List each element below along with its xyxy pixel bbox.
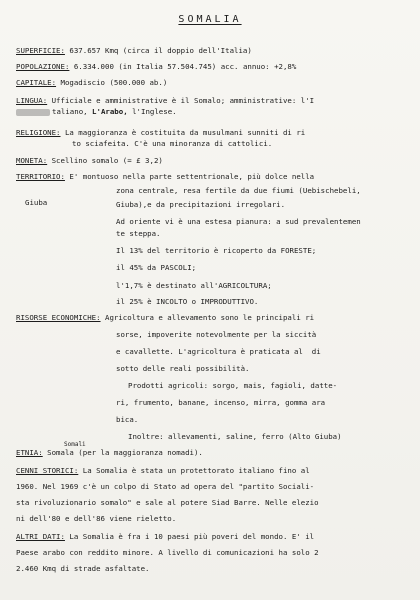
ink-smudge bbox=[16, 109, 50, 116]
risorse-line-8: Inoltre: allevamenti, saline, ferro (Alto Giuba) bbox=[128, 432, 342, 441]
territorio-line-8: l'1,7% è destinato all'AGRICOLTURA; bbox=[116, 281, 272, 290]
religione-text-1: La maggioranza è costituita da musulmani sunniti di ri bbox=[60, 128, 306, 137]
cenni-line-3: sta rivoluzionario somalo" e sale al potere Siad Barre. Nelle elezio bbox=[16, 498, 319, 507]
superficie-label: SUPERFICIE: bbox=[16, 46, 65, 55]
altri-text-1: La Somalia è fra i 10 paesi più poveri del mondo. E' il bbox=[64, 532, 315, 541]
risorse-line-6: ri, frumento, banane, incenso, mirra, gomma ara bbox=[116, 398, 326, 407]
risorse-line-4: sotto delle reali possibilità. bbox=[116, 364, 250, 373]
cenni-line-1 bbox=[16, 466, 414, 476]
popolazione-label: POPOLAZIONE: bbox=[16, 62, 70, 71]
risorse-line-2: sorse, impoverite notevolmente per la siccità bbox=[116, 330, 317, 339]
etnia-line bbox=[16, 448, 414, 458]
etnia-label: ETNIA: bbox=[16, 448, 43, 457]
lingua-line-2 bbox=[52, 107, 412, 117]
territorio-line-4: Ad oriente vi è una estesa pianura: a sud prevalentemen bbox=[116, 217, 361, 226]
superficie-text: 637.657 Kmq (circa il doppio dell'Italia) bbox=[64, 46, 252, 55]
popolazione-line bbox=[16, 62, 414, 72]
religione-line-2: to sciafeita. C'è una minoranza di cattolici. bbox=[72, 139, 273, 148]
capitale-line bbox=[16, 78, 414, 88]
moneta-label: MONETA: bbox=[16, 156, 48, 165]
religione-label: RELIGIONE: bbox=[16, 128, 61, 137]
cenni-line-4: ni dell'80 e dell'86 viene rieletto. bbox=[16, 514, 177, 523]
risorse-text-1: Agricoltura e allevamento sono le principali ri bbox=[100, 313, 315, 322]
territorio-line-1 bbox=[16, 172, 414, 182]
document-title: SOMALIA bbox=[178, 14, 242, 25]
etnia-text: Somala (per la maggioranza nomadi). bbox=[42, 448, 203, 457]
territorio-line-6: Il 13% del territorio è ricoperto da FORESTE; bbox=[116, 246, 317, 255]
moneta-line bbox=[16, 156, 414, 166]
etnia-overwrite: Somali bbox=[64, 441, 86, 448]
cenni-text-1: La Somalia è stata un protettorato italiano fino al bbox=[78, 466, 310, 475]
capitale-label: CAPITALE: bbox=[16, 78, 57, 87]
altri-line-3: 2.460 Kmq di strade asfaltate. bbox=[16, 564, 150, 573]
cenni-label: CENNI STORICI: bbox=[16, 466, 79, 475]
territorio-line-7: il 45% da PASCOLI; bbox=[116, 263, 197, 272]
risorse-line-1 bbox=[16, 313, 414, 323]
territorio-line-9: il 25% è INCOLTO o IMPRODUTTIVO. bbox=[116, 297, 259, 306]
lingua-line-1 bbox=[16, 96, 414, 106]
lingua-text-2a: taliano, bbox=[52, 107, 93, 116]
lingua-label: LINGUA: bbox=[16, 96, 48, 105]
lingua-text-2c: l'Inglese. bbox=[127, 107, 177, 116]
lingua-text-1: Ufficiale e amministrative è il Somalo; amministrative: l'I bbox=[47, 96, 315, 105]
territorio-line-2: zona centrale, resa fertile da due fiumi (Uebischebeli, bbox=[116, 186, 361, 195]
superficie-line bbox=[16, 46, 414, 56]
territorio-line-5: te steppa. bbox=[116, 229, 161, 238]
capitale-text: Mogadiscio (500.000 ab.) bbox=[56, 78, 168, 87]
popolazione-text: 6.334.000 (in Italia 57.504.745) acc. annuo: +2,8% bbox=[69, 62, 297, 71]
risorse-label: RISORSE ECONOMICHE: bbox=[16, 313, 101, 322]
altri-label: ALTRI DATI: bbox=[16, 532, 65, 541]
risorse-line-5: Prodotti agricoli: sorgo, mais, fagioli, datte- bbox=[128, 381, 338, 390]
territorio-line-3: Giuba),e da precipitazioni irregolari. bbox=[116, 200, 286, 209]
territorio-margin-note: Giuba bbox=[25, 198, 48, 207]
risorse-line-3: e cavallette. L'agricoltura è praticata al di bbox=[116, 347, 321, 356]
cenni-line-2: 1960. Nel 1969 c'è un colpo di Stato ad opera del "partito Sociali- bbox=[16, 482, 315, 491]
altri-line-1 bbox=[16, 532, 414, 542]
moneta-text: Scellino somalo (= £ 3,2) bbox=[47, 156, 163, 165]
territorio-text-1: E' montuoso nella parte settentrionale, più dolce nella bbox=[64, 172, 315, 181]
territorio-label: TERRITORIO: bbox=[16, 172, 65, 181]
lingua-text-2b: L'Arabo, bbox=[92, 107, 128, 116]
religione-line-1 bbox=[16, 128, 414, 138]
risorse-line-7: bica. bbox=[116, 415, 139, 424]
altri-line-2: Paese arabo con reddito minore. A livello di comunicazioni ha solo 2 bbox=[16, 548, 319, 557]
